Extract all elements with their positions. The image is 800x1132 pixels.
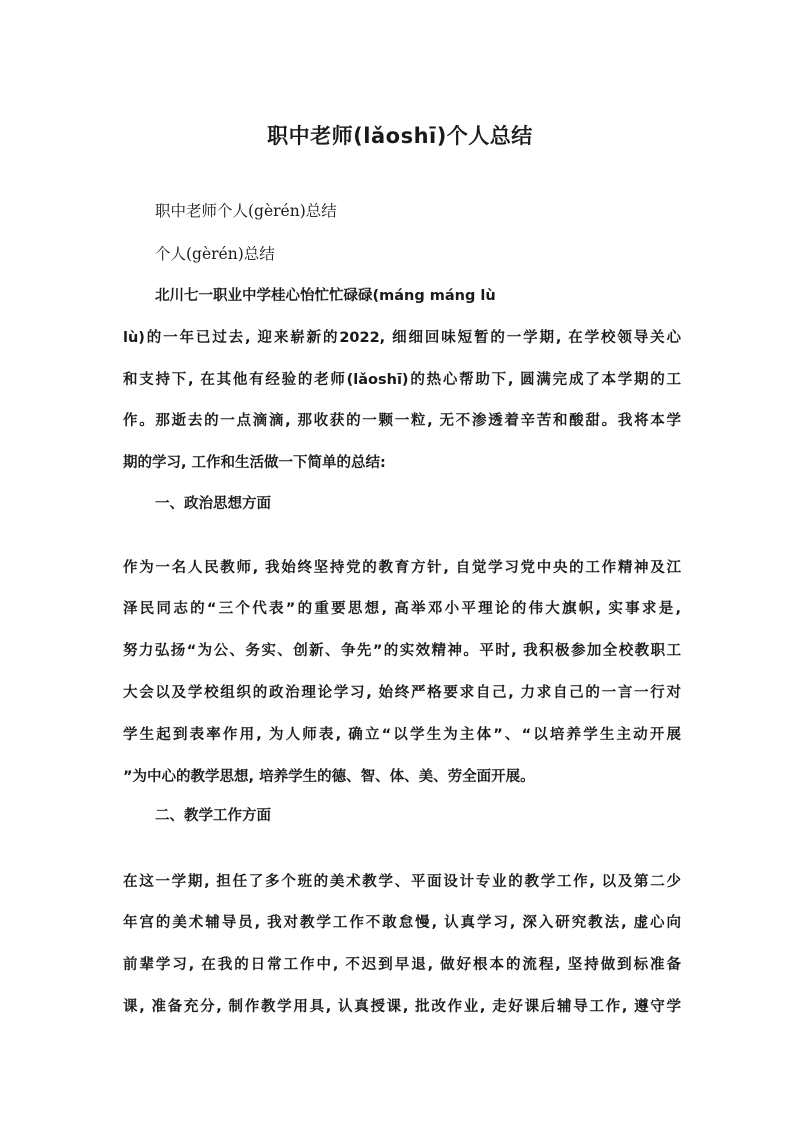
section-heading-teaching: 二、教学工作方面 bbox=[155, 808, 271, 824]
paragraph-line-12: 大会以及学校组织的政治理论学习, 始终严格要求自己, 力求自己的一言一行对 bbox=[123, 685, 681, 701]
paragraph-line-7: 期的学习, 工作和生活做一下简单的总结: bbox=[123, 455, 386, 471]
paragraph-line-17: 年宫的美术辅导员, 我对教学工作不敢怠慢, 认真学习, 深入研究教法, 虚心向 bbox=[123, 915, 681, 931]
paragraph-line-3: 北川七一职业中学桂心怡忙忙碌碌(máng máng lù bbox=[155, 288, 496, 304]
paragraph-line-10: 泽民同志的“三个代表”的重要思想, 高举邓小平理论的伟大旗帜, 实事求是, bbox=[123, 601, 681, 617]
paragraph-line-16: 在这一学期, 担任了多个班的美术教学、平面设计专业的教学工作, 以及第二少 bbox=[123, 874, 681, 890]
paragraph-line-5: 和支持下, 在其他有经验的老师(lǎoshī)的热心帮助下, 圆满完成了本学期的工 bbox=[123, 372, 681, 388]
paragraph-line-13: 学生起到表率作用, 为人师表, 确立“以学生为主体”、“以培养学生主动开展 bbox=[123, 727, 681, 743]
paragraph-line-4: lù)的一年已过去, 迎来崭新的2022, 细细回味短暂的一学期, 在学校领导关心 bbox=[123, 330, 681, 346]
paragraph-line-18: 前辈学习, 在我的日常工作中, 不迟到早退, 做好根本的流程, 坚持做到标准备 bbox=[123, 957, 681, 973]
section-heading-politics: 一、政治思想方面 bbox=[155, 496, 271, 512]
paragraph-line-9: 作为一名人民教师, 我始终坚持党的教育方针, 自觉学习党中央的工作精神及江 bbox=[123, 560, 681, 576]
paragraph-line-14: ”为中心的教学思想, 培养学生的德、智、体、美、劳全面开展。 bbox=[123, 769, 535, 785]
document-title: 职中老师(lǎoshī)个人总结 bbox=[267, 124, 533, 148]
paragraph-line-1: 职中老师个人(gèrén)总结 bbox=[155, 202, 337, 220]
paragraph-line-11: 努力弘扬“为公、务实、创新、争先”的实效精神。平时, 我积极参加全校教职工 bbox=[123, 643, 681, 659]
paragraph-line-6: 作。那逝去的一点滴滴, 那收获的一颗一粒, 无不渗透着辛苦和酸甜。我将本学 bbox=[123, 413, 681, 429]
paragraph-line-2: 个人(gèrén)总结 bbox=[155, 245, 275, 263]
paragraph-line-19: 课, 准备充分, 制作教学用具, 认真授课, 批改作业, 走好课后辅导工作, 遵守学 bbox=[123, 999, 681, 1015]
